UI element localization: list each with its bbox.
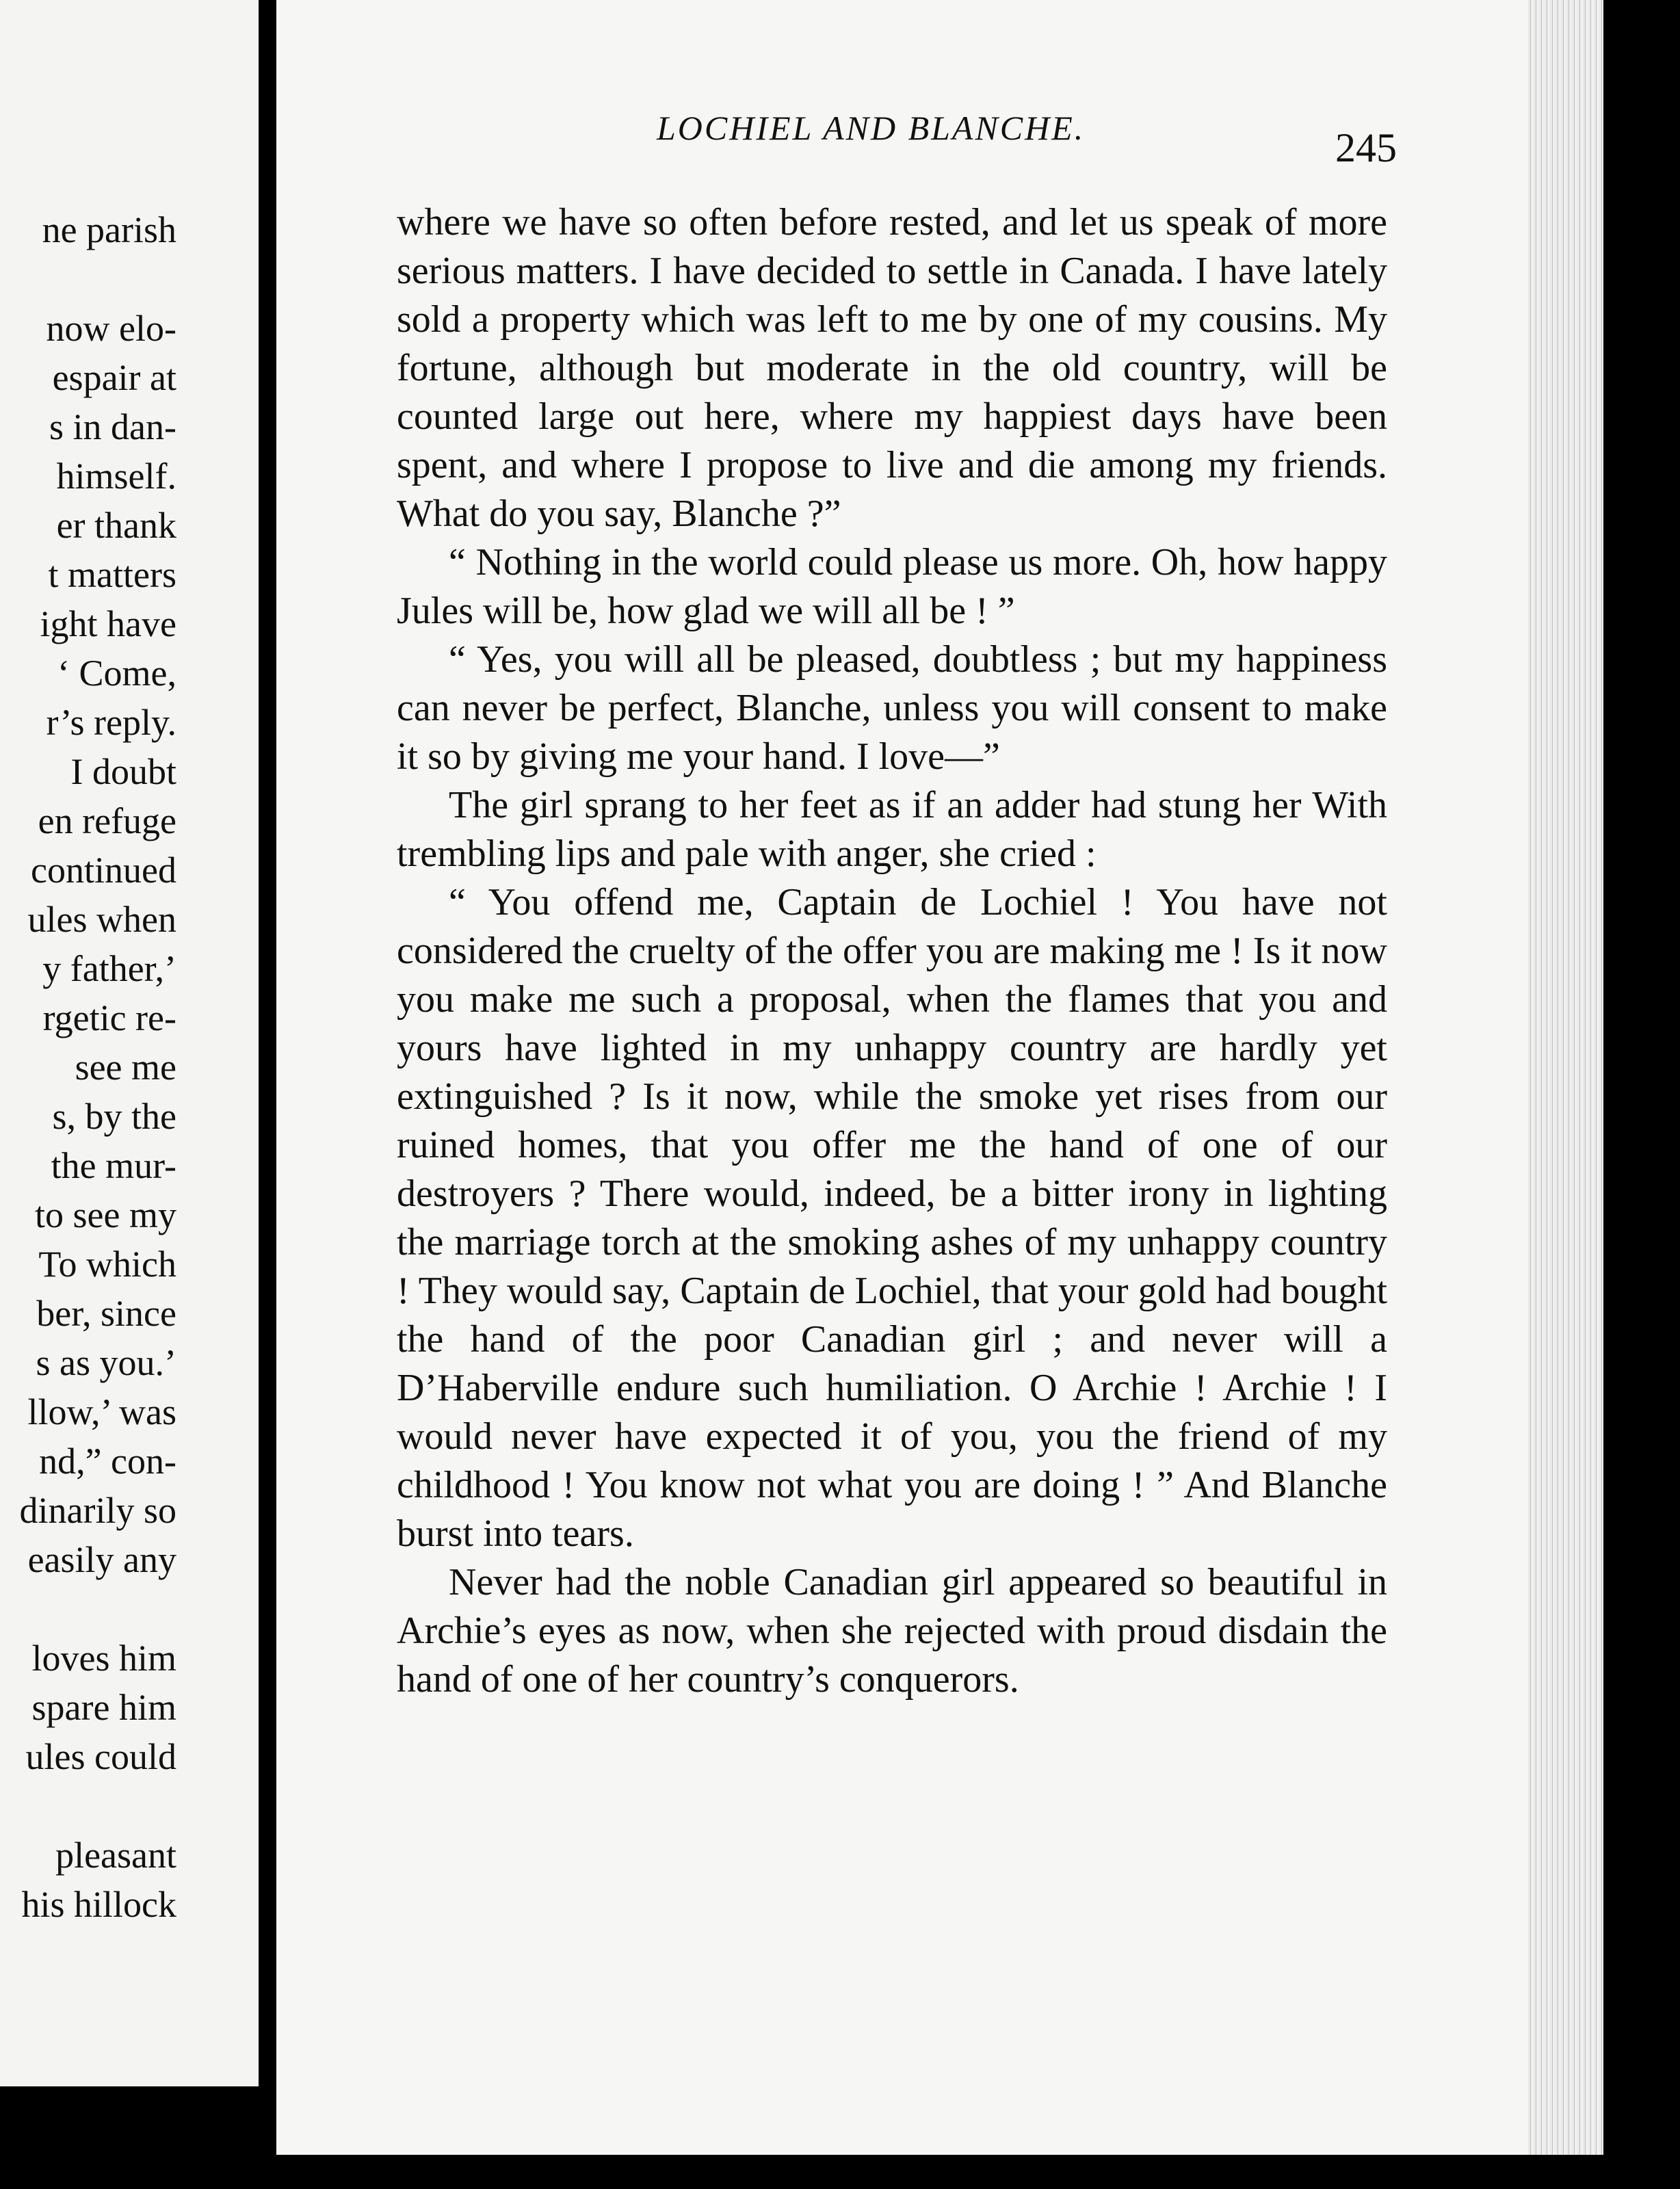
right-page — [276, 0, 1603, 2155]
left-line: loves him — [31, 1638, 176, 1679]
left-line: see me — [75, 1047, 176, 1088]
left-line: ber, since — [36, 1293, 176, 1334]
left-line: now elo- — [46, 308, 176, 349]
left-line — [20, 1781, 176, 1831]
left-line: er thank — [56, 505, 176, 546]
left-line: I doubt — [70, 751, 176, 792]
left-line: easily any — [27, 1539, 176, 1580]
left-line: s in dan- — [49, 406, 176, 447]
left-line: ‘ Come, — [57, 653, 176, 694]
left-line: the mur- — [51, 1145, 176, 1186]
left-line: espair at — [52, 357, 176, 398]
left-line: r’s reply. — [46, 702, 176, 743]
left-line: pleasant — [55, 1835, 176, 1876]
left-line: rgetic re- — [42, 997, 176, 1038]
left-line: himself. — [56, 456, 176, 497]
left-page-text — [20, 205, 176, 1929]
left-line: ules when — [27, 899, 176, 940]
paragraph: “ Nothing in the world could please us more. Oh, how happy Jules will be, how glad we will all be ! ” — [397, 541, 1387, 632]
left-line — [20, 254, 176, 304]
left-line — [20, 1584, 176, 1634]
left-line: ne parish — [42, 209, 176, 250]
page-number: 245 — [1335, 125, 1397, 170]
left-line: y father,’ — [42, 948, 176, 989]
left-line: s, by the — [52, 1096, 176, 1137]
paragraph: Never had the noble Canadian girl appeared so beautiful in Archie’s eyes as now, when she rejected with proud disdain the hand of one of her country’s conquerors. — [397, 1561, 1387, 1701]
left-line: s as you.’ — [36, 1342, 176, 1383]
left-facing-page — [0, 0, 259, 2086]
left-line: his hillock — [21, 1884, 176, 1925]
paragraph: where we have so often before rested, and let us speak of more serious matters. I have decided to settle in Canada. I have lately sold a property which was left to me by one of my cousins. My fortune, although but moderate in the old country, will be counted large out here, where my happiest days have been spent, and where I propose to live and die among my friends. What do you say, Blanche ?” — [397, 201, 1387, 535]
left-line: continued — [31, 850, 176, 891]
left-line: nd,” con- — [39, 1441, 176, 1482]
paragraph: The girl sprang to her feet as if an adder had stung her With trembling lips and pale with anger, she cried : — [397, 784, 1387, 875]
left-line: spare him — [31, 1687, 176, 1728]
body-text — [397, 198, 1387, 1704]
left-line: ight have — [40, 603, 176, 644]
left-line: en refuge — [38, 800, 176, 841]
paragraph: “ You offend me, Captain de Lochiel ! You have not considered the cruelty of the offer you are making me ! Is it now you make me such a proposal, when the flames that you and yours have lighted in my unhappy country are hardly yet extinguished ? Is it now, while the smoke yet rises from our ruined homes, that you offer me the hand of one of our destroyers ? There would, indeed, be a bitter irony in lighting the marriage torch at the smoking ashes of my unhappy country ! They would say, Captain de Lochiel, that your gold had bought the hand of the poor Canadian girl ; and never will a D’Haberville endure such humiliation. O Archie ! Archie ! I would never have expected it of you, you the friend of my childhood ! You know not what you are doing ! ” And Blanche burst into tears. — [397, 881, 1387, 1555]
left-line: dinarily so — [19, 1490, 176, 1531]
left-line: to see my — [35, 1194, 176, 1235]
left-line: llow,’ was — [27, 1391, 176, 1432]
left-line: To which — [38, 1244, 176, 1285]
left-line: t matters — [48, 554, 176, 595]
running-head: LOCHIEL AND BLANCHE. — [657, 109, 1086, 147]
paragraph: “ Yes, you will all be pleased, doubtless ; but my happiness can never be perfect, Blanche, unless you will consent to make it so by giving me your hand. I love—” — [397, 638, 1387, 778]
page-edge-stack — [1528, 0, 1603, 2155]
left-line: ules could — [25, 1736, 176, 1777]
